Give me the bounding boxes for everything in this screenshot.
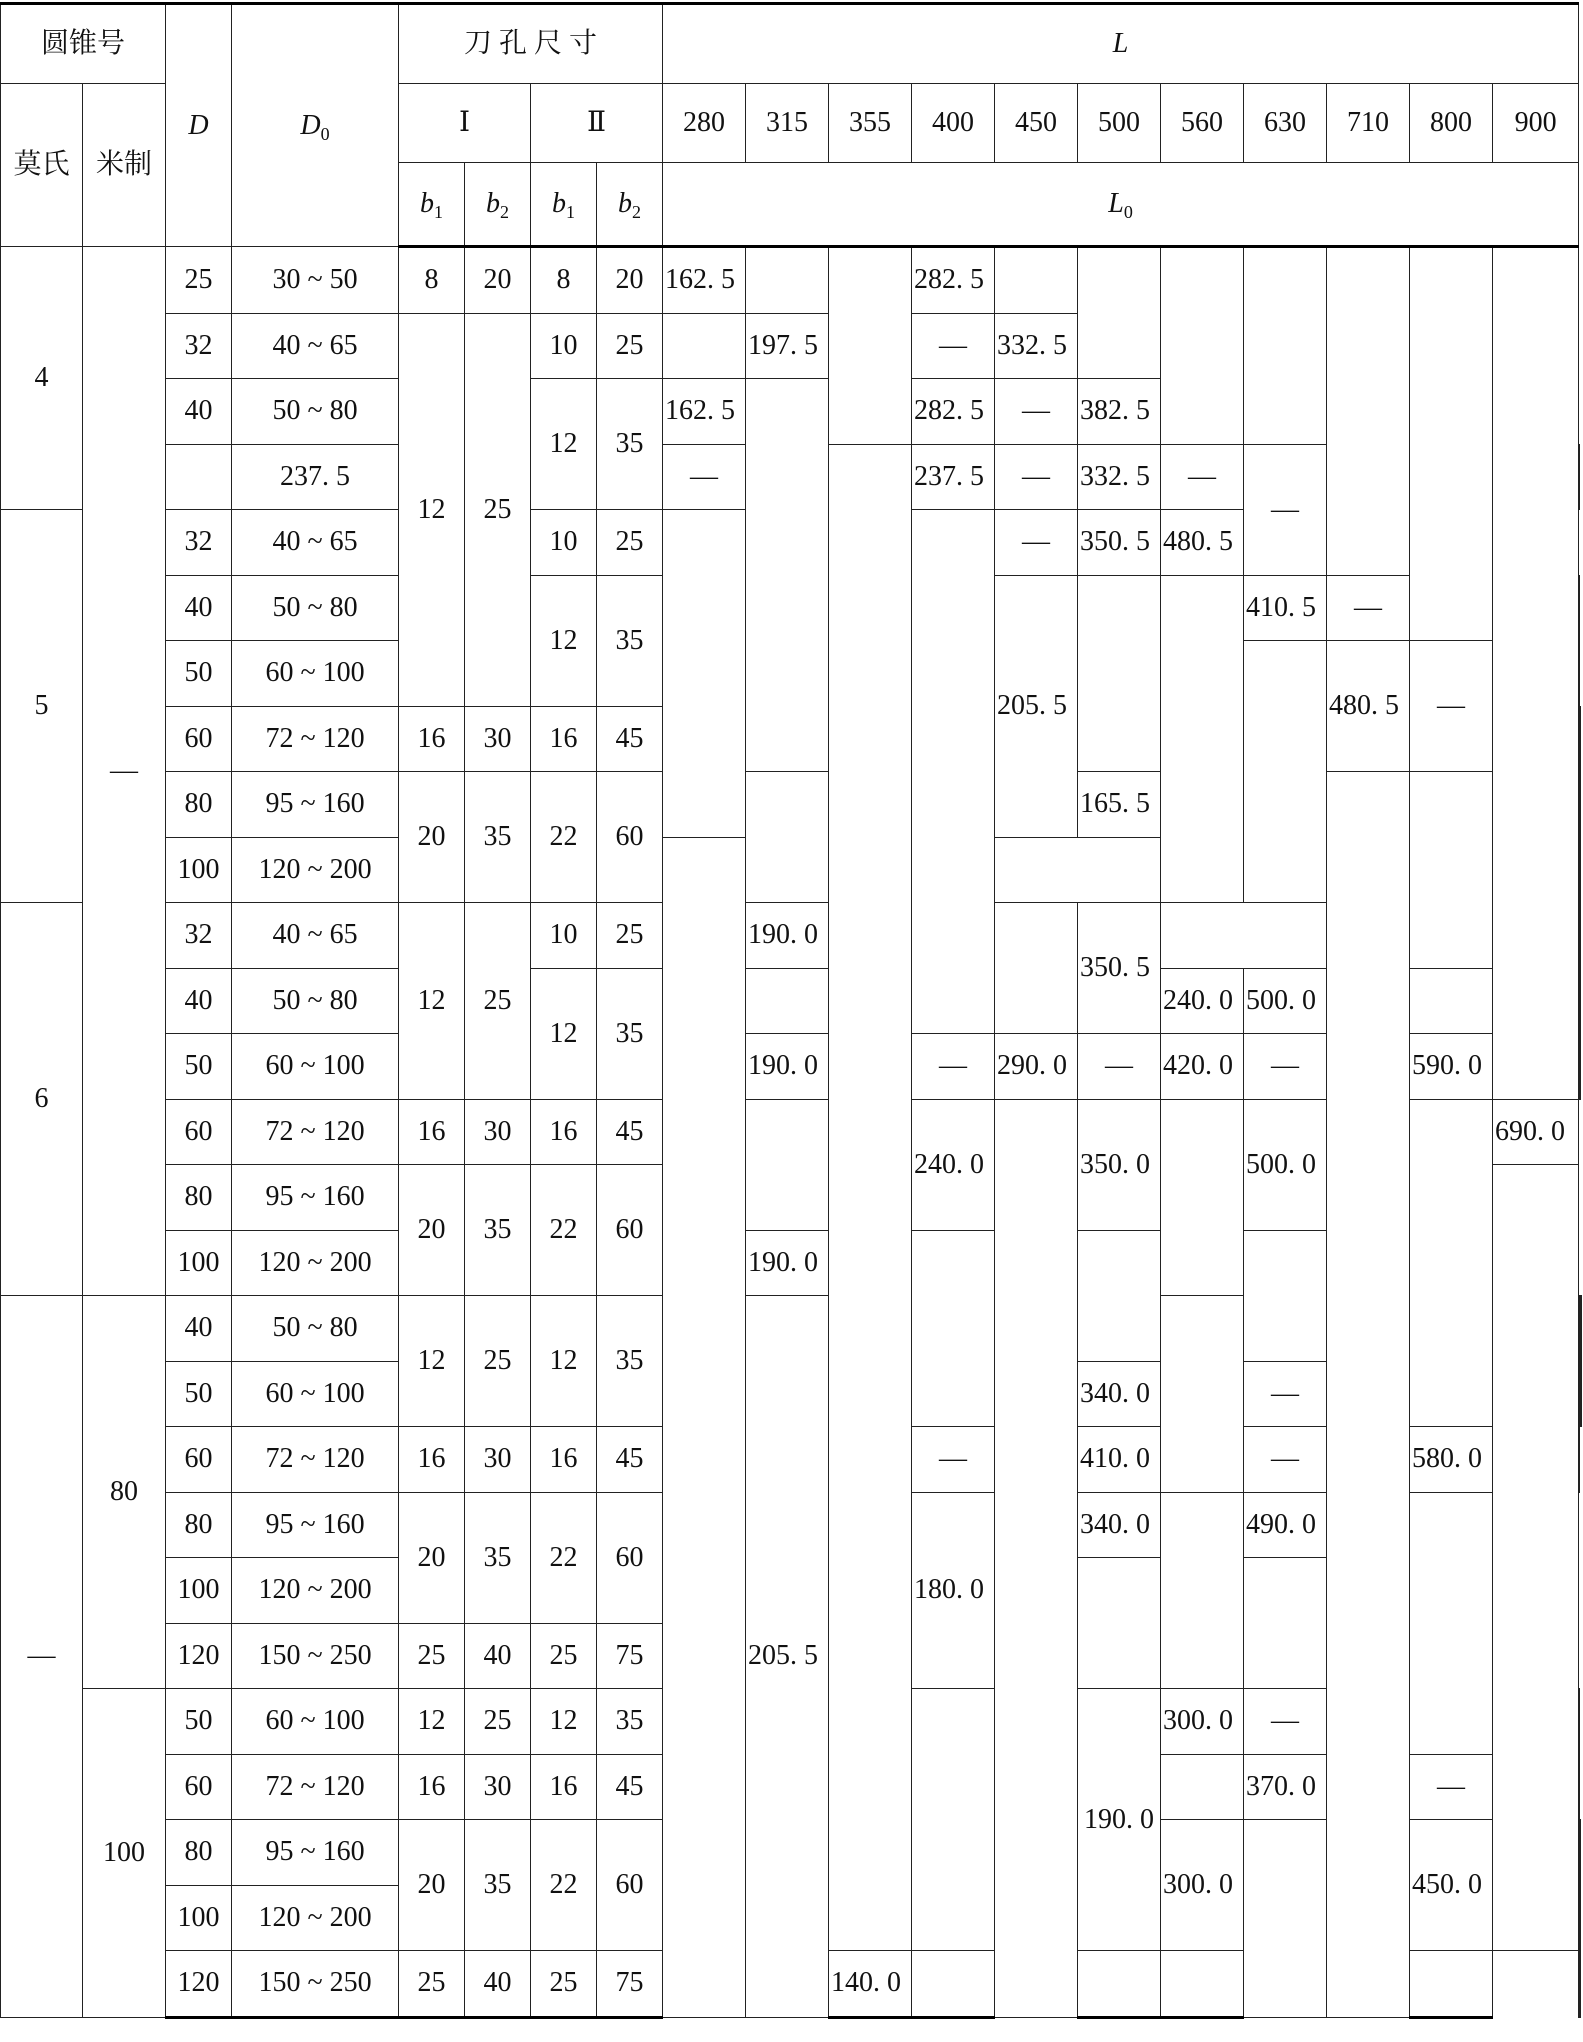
table-cell bbox=[663, 313, 746, 379]
table-cell bbox=[912, 1689, 995, 1951]
table-cell: — bbox=[995, 444, 1078, 510]
table-cell: — bbox=[663, 444, 746, 510]
table-cell bbox=[663, 510, 746, 838]
header-l-value: 560 bbox=[1161, 84, 1244, 163]
table-cell: 22 bbox=[531, 1820, 597, 1951]
table-cell: — bbox=[995, 510, 1078, 576]
table-cell: — bbox=[912, 313, 995, 379]
table-cell bbox=[1161, 247, 1244, 445]
table-cell: 50 bbox=[166, 641, 232, 707]
header-row-1 bbox=[1, 4, 1582, 84]
table-cell: 12 bbox=[531, 1296, 597, 1427]
table-cell: 190. 0 bbox=[746, 1230, 829, 1296]
table-cell: — bbox=[1410, 641, 1493, 772]
table-cell: 95 ~ 160 bbox=[232, 772, 399, 838]
table-cell: 95 ~ 160 bbox=[232, 1820, 399, 1886]
table-cell: 580. 0 bbox=[1410, 1427, 1493, 1493]
table-cell: 120 ~ 200 bbox=[232, 837, 399, 903]
table-cell: 12 bbox=[399, 1296, 465, 1427]
table-cell: 60 bbox=[597, 1492, 663, 1623]
table-cell: 40 ~ 65 bbox=[232, 313, 399, 379]
header-l-value: 500 bbox=[1078, 84, 1161, 163]
header-l-value: 900 bbox=[1493, 84, 1579, 163]
header-l-value: 800 bbox=[1410, 84, 1493, 163]
table-cell: 410. 5 bbox=[1244, 575, 1327, 641]
table-cell: 40 ~ 65 bbox=[232, 510, 399, 576]
table-cell bbox=[1244, 1820, 1327, 2018]
table-cell: 50 bbox=[166, 1361, 232, 1427]
table-cell bbox=[1581, 1296, 1582, 1362]
table-cell: — bbox=[1327, 575, 1410, 641]
table-cell: 40 bbox=[166, 968, 232, 1034]
table-cell: — bbox=[912, 1427, 995, 1493]
table-cell: 40 ~ 65 bbox=[232, 903, 399, 969]
table-cell: 80 bbox=[166, 1820, 232, 1886]
table-cell bbox=[1410, 1099, 1493, 1427]
table-cell: 100 bbox=[166, 1558, 232, 1624]
table-cell: 420. 0 bbox=[1161, 1034, 1244, 1100]
table-cell: 165. 5 bbox=[1078, 772, 1161, 838]
table-cell: 75 bbox=[597, 1623, 663, 1689]
table-cell: 30 bbox=[465, 1099, 531, 1165]
table-cell: 590. 0 bbox=[1410, 1034, 1493, 1100]
table-cell: 4 bbox=[1, 247, 83, 510]
table-cell: 25 bbox=[166, 247, 232, 314]
table-cell bbox=[829, 247, 912, 445]
table-cell bbox=[829, 444, 912, 1951]
table-cell: 350. 0 bbox=[1078, 1099, 1161, 1230]
table-cell bbox=[1580, 1820, 1581, 1886]
header-l-value: 315 bbox=[746, 84, 829, 163]
table-cell bbox=[1410, 247, 1493, 641]
header-type-ii: Ⅱ bbox=[531, 84, 663, 163]
table-cell: 20 bbox=[399, 1492, 465, 1623]
table-cell: 150 ~ 250 bbox=[232, 1623, 399, 1689]
table-cell: 40 bbox=[166, 379, 232, 445]
table-cell bbox=[912, 1230, 995, 1427]
table-cell: 300. 0 bbox=[1161, 1689, 1244, 1755]
header-l-value: 400 bbox=[912, 84, 995, 163]
table-cell: 25 bbox=[399, 1623, 465, 1689]
table-cell: 490. 0 bbox=[1244, 1492, 1327, 1558]
header-l-value: 355 bbox=[829, 84, 912, 163]
table-cell bbox=[1493, 1165, 1579, 1951]
table-cell bbox=[1580, 772, 1581, 1100]
table-cell: 35 bbox=[465, 1165, 531, 1296]
table-cell bbox=[1327, 772, 1410, 2018]
table-cell: 20 bbox=[399, 772, 465, 903]
table-cell bbox=[1244, 641, 1327, 903]
table-cell: 25 bbox=[399, 1951, 465, 2018]
table-cell: 290. 0 bbox=[995, 1034, 1078, 1100]
table-cell: 450. 0 bbox=[1410, 1820, 1493, 1951]
table-cell: 190. 0 bbox=[1078, 1689, 1161, 1951]
header-cone-number: 圆锥号 bbox=[1, 4, 166, 84]
table-cell: — bbox=[83, 247, 166, 1296]
header-b1-label: b bbox=[552, 188, 567, 219]
table-cell: 72 ~ 120 bbox=[232, 1754, 399, 1820]
table-cell: 60 bbox=[597, 772, 663, 903]
table-cell: 12 bbox=[531, 379, 597, 510]
table-cell bbox=[1078, 1951, 1161, 2018]
table-cell bbox=[912, 1951, 995, 2018]
table-row bbox=[1, 247, 1582, 314]
table-cell: 25 bbox=[531, 1951, 597, 2018]
header-l-value: 710 bbox=[1327, 84, 1410, 163]
table-cell: 72 ~ 120 bbox=[232, 1099, 399, 1165]
table-cell: 150 ~ 250 bbox=[232, 1951, 399, 2018]
table-cell: 332. 5 bbox=[1078, 444, 1161, 510]
table-cell: 72 ~ 120 bbox=[232, 706, 399, 772]
header-l bbox=[663, 4, 1579, 84]
table-cell: 35 bbox=[597, 575, 663, 706]
header-d0-sub: 0 bbox=[320, 123, 330, 144]
table-cell: 40 bbox=[465, 1623, 531, 1689]
table-cell bbox=[1579, 575, 1580, 641]
header-b1-sub: 1 bbox=[566, 202, 576, 222]
table-cell: 22 bbox=[531, 1492, 597, 1623]
header-l-label: L bbox=[1112, 28, 1129, 59]
table-cell bbox=[1078, 1230, 1161, 1361]
table-cell bbox=[1161, 1492, 1244, 1689]
table-cell bbox=[1244, 1230, 1327, 1361]
table-cell: 12 bbox=[531, 1689, 597, 1755]
table-cell: 410. 0 bbox=[1078, 1427, 1161, 1493]
table-cell: 32 bbox=[166, 510, 232, 576]
table-cell: 300. 0 bbox=[1161, 1820, 1244, 1951]
table-cell: 50 bbox=[166, 1034, 232, 1100]
table-cell: 25 bbox=[465, 1689, 531, 1755]
table-cell bbox=[1244, 247, 1327, 445]
table-cell: 45 bbox=[597, 1427, 663, 1493]
table-cell: 50 bbox=[166, 1689, 232, 1755]
table-cell: 140. 0 bbox=[829, 1951, 912, 2018]
table-cell: 100 bbox=[166, 1885, 232, 1951]
table-cell: 35 bbox=[597, 379, 663, 510]
table-cell: 340. 0 bbox=[1078, 1361, 1161, 1427]
table-cell: 282. 5 bbox=[912, 247, 995, 314]
table-cell: 60 ~ 100 bbox=[232, 1689, 399, 1755]
cone-dimension-table bbox=[0, 2, 1582, 2019]
table-cell: 22 bbox=[531, 772, 597, 903]
header-d0-label: D bbox=[300, 109, 321, 141]
header-b2 bbox=[465, 163, 531, 247]
table-cell: 30 ~ 50 bbox=[232, 247, 399, 314]
table-cell: 120 bbox=[166, 1623, 232, 1689]
table-cell bbox=[1579, 444, 1580, 510]
table-row bbox=[1, 772, 1582, 838]
table-cell: 6 bbox=[1, 903, 83, 1296]
table-cell: — bbox=[1, 1296, 83, 2018]
table-cell bbox=[746, 968, 829, 1034]
table-cell: 35 bbox=[465, 1492, 531, 1623]
header-b2-sub: 2 bbox=[500, 202, 510, 222]
table-cell: 12 bbox=[399, 313, 465, 706]
table-cell: 25 bbox=[465, 1296, 531, 1427]
table-cell: 197. 5 bbox=[746, 313, 829, 379]
table-cell: 120 ~ 200 bbox=[232, 1230, 399, 1296]
table-cell: 162. 5 bbox=[663, 247, 746, 314]
table-cell bbox=[746, 1099, 829, 1230]
table-cell bbox=[1161, 575, 1244, 903]
table-cell: 60 ~ 100 bbox=[232, 641, 399, 707]
table-cell: 95 ~ 160 bbox=[232, 1165, 399, 1231]
table-cell: 35 bbox=[597, 1689, 663, 1755]
table-cell: 120 bbox=[166, 1951, 232, 2018]
table-cell: 340. 0 bbox=[1078, 1492, 1161, 1558]
table-cell: 382. 5 bbox=[1078, 379, 1161, 445]
table-cell: 16 bbox=[399, 706, 465, 772]
table-cell: 120 ~ 200 bbox=[232, 1885, 399, 1951]
table-cell bbox=[1580, 706, 1581, 772]
table-cell: 20 bbox=[399, 1820, 465, 1951]
header-morse: 莫氏 bbox=[1, 84, 83, 247]
table-cell: 16 bbox=[399, 1099, 465, 1165]
table-cell: 16 bbox=[531, 706, 597, 772]
table-cell: — bbox=[1244, 1689, 1327, 1755]
table-cell: 32 bbox=[166, 313, 232, 379]
table-cell: — bbox=[1078, 1034, 1161, 1100]
table-cell: 80 bbox=[166, 1165, 232, 1231]
table-cell: 500. 0 bbox=[1244, 1099, 1327, 1230]
header-blade-hole-size: 刀 孔 尺 寸 bbox=[399, 4, 663, 84]
table-cell: 100 bbox=[166, 1230, 232, 1296]
table-cell: — bbox=[1244, 1034, 1327, 1100]
table-cell: 16 bbox=[531, 1754, 597, 1820]
table-cell: 5 bbox=[1, 510, 83, 903]
table-cell: 370. 0 bbox=[1244, 1754, 1327, 1820]
table-cell: 40 bbox=[465, 1951, 531, 2018]
table-cell: 22 bbox=[531, 1165, 597, 1296]
table-cell: 480. 5 bbox=[1327, 641, 1410, 772]
table-cell: 180. 0 bbox=[912, 1492, 995, 1689]
table-cell: 240. 0 bbox=[912, 1099, 995, 1230]
table-cell: 350. 5 bbox=[1078, 510, 1161, 576]
table-cell: 205. 5 bbox=[746, 1296, 829, 2018]
table-cell bbox=[1579, 1754, 1580, 1820]
header-l-value: 630 bbox=[1244, 84, 1327, 163]
table-cell bbox=[995, 247, 1078, 314]
table-cell: 25 bbox=[597, 510, 663, 576]
table-cell: 162. 5 bbox=[663, 379, 746, 445]
table-cell: 20 bbox=[465, 247, 531, 314]
table-cell: 35 bbox=[597, 1296, 663, 1427]
table-cell: — bbox=[1161, 444, 1244, 510]
table-cell bbox=[166, 444, 232, 510]
table-cell bbox=[663, 837, 746, 2017]
table-cell: 16 bbox=[399, 1427, 465, 1493]
table-cell: — bbox=[1244, 444, 1327, 575]
table-cell: 12 bbox=[531, 575, 597, 706]
table-cell bbox=[1078, 247, 1161, 379]
table-cell: 60 ~ 100 bbox=[232, 1361, 399, 1427]
table-cell: 60 bbox=[597, 1820, 663, 1951]
table-cell bbox=[1579, 1689, 1580, 1755]
header-b2-sub: 2 bbox=[632, 202, 642, 222]
header-type-i: Ⅰ bbox=[399, 84, 531, 163]
table-cell: — bbox=[1410, 1754, 1493, 1820]
table-cell: 60 bbox=[166, 1099, 232, 1165]
table-cell bbox=[1161, 1754, 1244, 1820]
table-cell: 32 bbox=[166, 903, 232, 969]
header-l0 bbox=[663, 163, 1579, 247]
table-cell: 16 bbox=[531, 1427, 597, 1493]
header-d bbox=[166, 4, 232, 247]
table-cell: 237. 5 bbox=[912, 444, 995, 510]
table-cell: 8 bbox=[531, 247, 597, 314]
table-cell bbox=[1327, 247, 1410, 576]
header-l0-label: L bbox=[1108, 188, 1124, 219]
header-d-label: D bbox=[188, 109, 209, 141]
header-l0-sub: 0 bbox=[1123, 202, 1133, 222]
table-cell: 190. 0 bbox=[746, 1034, 829, 1100]
table-cell: 205. 5 bbox=[995, 575, 1078, 837]
table-cell bbox=[1493, 247, 1579, 1100]
table-cell: 350. 5 bbox=[1078, 903, 1161, 1034]
table-cell bbox=[1078, 575, 1161, 772]
table-cell bbox=[995, 903, 1078, 1034]
table-cell: 40 bbox=[166, 575, 232, 641]
table-cell: 100 bbox=[83, 1689, 166, 2018]
table-cell: 282. 5 bbox=[912, 379, 995, 445]
table-cell: 60 ~ 100 bbox=[232, 1034, 399, 1100]
table-cell: 50 ~ 80 bbox=[232, 1296, 399, 1362]
header-metric: 米制 bbox=[83, 84, 166, 247]
table-cell: 95 ~ 160 bbox=[232, 1492, 399, 1558]
table-cell: 80 bbox=[83, 1296, 166, 1689]
table-cell: 45 bbox=[597, 706, 663, 772]
table-cell: 50 ~ 80 bbox=[232, 379, 399, 445]
table-cell: 190. 0 bbox=[746, 903, 829, 969]
table-cell: 237. 5 bbox=[232, 444, 399, 510]
header-b1-sub: 1 bbox=[434, 202, 444, 222]
table-cell: 25 bbox=[597, 313, 663, 379]
table-cell: 16 bbox=[399, 1754, 465, 1820]
table-cell: 20 bbox=[399, 1165, 465, 1296]
table-cell: 120 ~ 200 bbox=[232, 1558, 399, 1624]
table-cell: — bbox=[912, 1034, 995, 1100]
header-b1-label: b bbox=[420, 188, 435, 219]
table-cell: 12 bbox=[399, 903, 465, 1100]
table-cell: 35 bbox=[465, 1820, 531, 1951]
header-b1 bbox=[531, 163, 597, 247]
table-cell bbox=[746, 772, 829, 903]
table-cell: 60 bbox=[166, 706, 232, 772]
table-cell: 10 bbox=[531, 903, 597, 969]
table-cell: 480. 5 bbox=[1161, 510, 1244, 576]
table-cell: 45 bbox=[597, 1099, 663, 1165]
table-cell: — bbox=[1244, 1361, 1327, 1427]
table-cell bbox=[1410, 1951, 1493, 2018]
table-cell: 35 bbox=[465, 772, 531, 903]
header-l-value: 450 bbox=[995, 84, 1078, 163]
table-cell bbox=[1161, 1296, 1244, 1493]
table-cell: 100 bbox=[166, 837, 232, 903]
table-cell: 30 bbox=[465, 1754, 531, 1820]
table-cell: — bbox=[995, 379, 1078, 445]
header-b1 bbox=[399, 163, 465, 247]
table-cell: 75 bbox=[597, 1951, 663, 2018]
table-cell: 500. 0 bbox=[1244, 968, 1327, 1034]
table-cell bbox=[746, 379, 829, 772]
table-cell: 60 bbox=[166, 1427, 232, 1493]
table-cell: 10 bbox=[531, 510, 597, 576]
table-cell bbox=[912, 510, 995, 1034]
table-cell: 40 bbox=[166, 1296, 232, 1362]
table-cell: 240. 0 bbox=[1161, 968, 1244, 1034]
header-b2-label: b bbox=[486, 188, 501, 219]
table-cell: 332. 5 bbox=[995, 313, 1078, 379]
table-cell: 30 bbox=[465, 1427, 531, 1493]
table-cell: 25 bbox=[531, 1623, 597, 1689]
table-cell: 12 bbox=[531, 968, 597, 1099]
table-cell bbox=[1078, 1558, 1161, 1689]
table-cell bbox=[1161, 1099, 1244, 1296]
header-b2 bbox=[597, 163, 663, 247]
table-cell bbox=[1580, 1885, 1581, 2017]
table-cell bbox=[1410, 772, 1493, 969]
header-d0 bbox=[232, 4, 399, 247]
header-l-value: 280 bbox=[663, 84, 746, 163]
table-cell: 12 bbox=[399, 1689, 465, 1755]
table-cell: 25 bbox=[465, 313, 531, 706]
table-cell: 25 bbox=[597, 903, 663, 969]
table-cell: — bbox=[1244, 1427, 1327, 1493]
table-cell: 8 bbox=[399, 247, 465, 314]
table-cell: 50 ~ 80 bbox=[232, 575, 399, 641]
table-cell: 16 bbox=[531, 1099, 597, 1165]
table-cell: 20 bbox=[597, 247, 663, 314]
table-cell bbox=[1161, 1951, 1244, 2018]
table-cell: 80 bbox=[166, 772, 232, 838]
table-cell: 30 bbox=[465, 706, 531, 772]
table-cell: 60 bbox=[597, 1165, 663, 1296]
table-cell bbox=[1244, 1558, 1327, 1689]
table-cell: 10 bbox=[531, 313, 597, 379]
table-cell: 25 bbox=[465, 903, 531, 1100]
table-cell: 60 bbox=[166, 1754, 232, 1820]
table-cell: 690. 0 bbox=[1493, 1099, 1579, 1165]
table-cell: 72 ~ 120 bbox=[232, 1427, 399, 1493]
table-cell: 80 bbox=[166, 1492, 232, 1558]
table-cell bbox=[1581, 1361, 1582, 1427]
table-cell bbox=[746, 247, 829, 314]
header-b2-label: b bbox=[618, 188, 633, 219]
table-cell bbox=[995, 1099, 1078, 2017]
table-cell bbox=[1410, 1492, 1493, 1754]
table-cell: 35 bbox=[597, 968, 663, 1099]
table-cell: 45 bbox=[597, 1754, 663, 1820]
table-cell: 50 ~ 80 bbox=[232, 968, 399, 1034]
